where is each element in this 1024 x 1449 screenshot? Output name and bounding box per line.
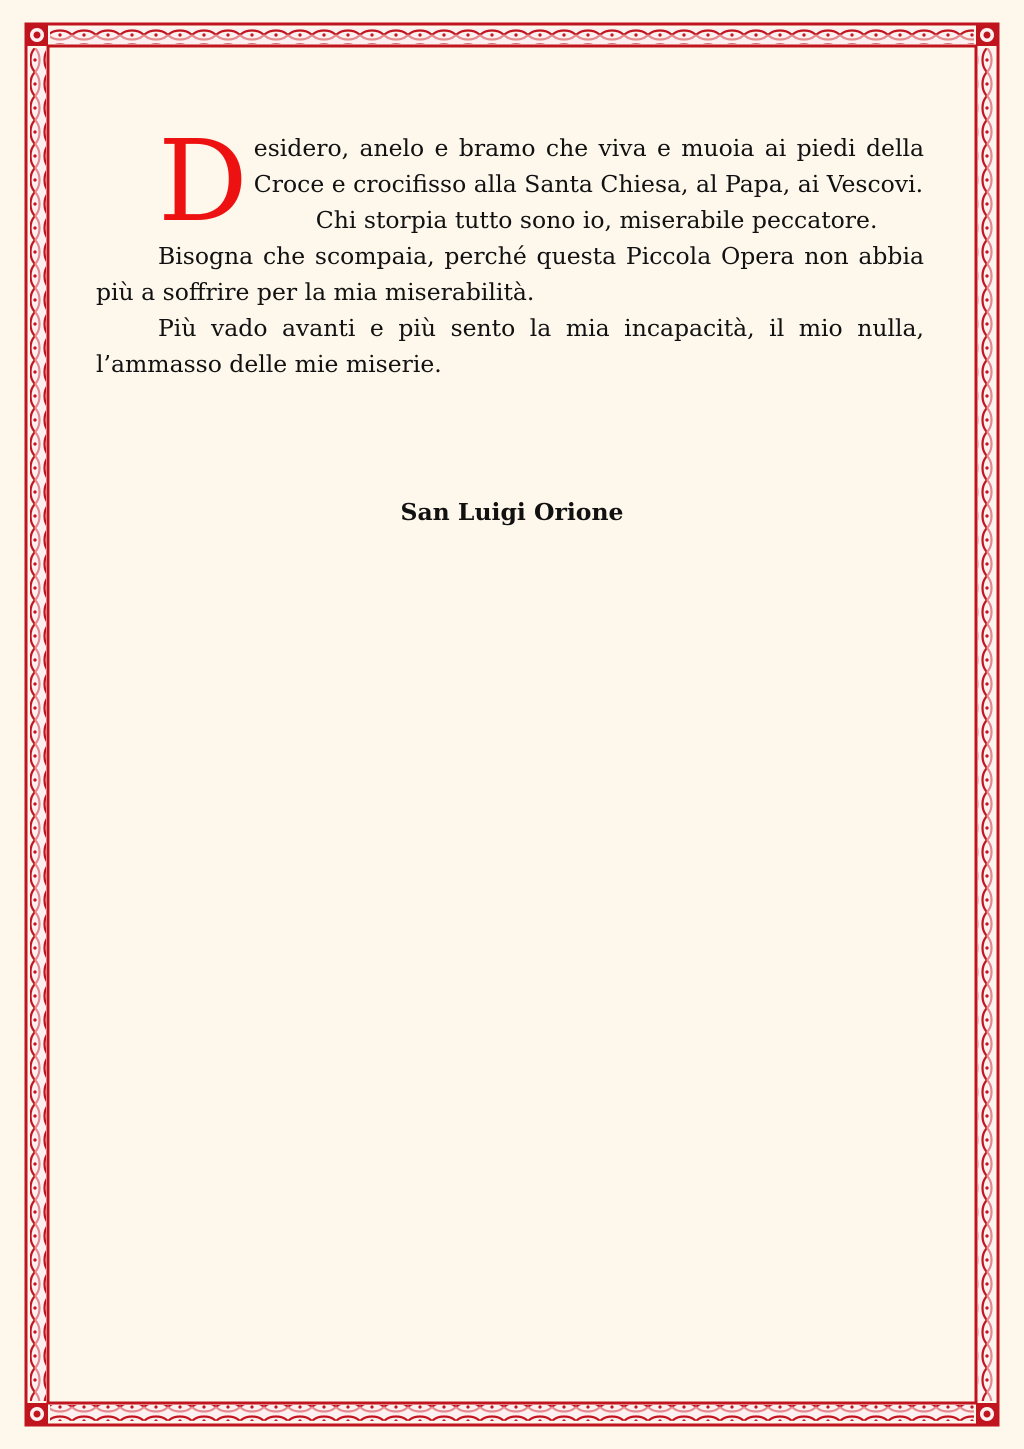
body-text <box>96 117 924 382</box>
corner-rosette-icon <box>976 24 998 46</box>
signature: San Luigi Orione <box>400 498 624 526</box>
drop-cap: D <box>158 117 248 247</box>
corner-rosette-icon <box>976 1403 998 1425</box>
corner-rosette-icon <box>26 24 48 46</box>
paragraph-2: Chi storpia tutto sono io, miserabile peccatore. <box>315 206 878 234</box>
paragraph-1-text: esidero, anelo e bramo che viva e muoia ai piedi della Croce e crocifisso alla Santa Chiesa, al Papa, ai Vescovi. <box>253 134 924 198</box>
paragraph-4: Più vado avanti e più sento la mia incapacità, il mio nulla, l’ammasso delle mie miserie. <box>96 314 924 378</box>
corner-rosette-icon <box>26 1403 48 1425</box>
paragraph-3: Bisogna che scompaia, perché questa Piccola Opera non abbia più a soffrire per la mia miserabilità. <box>96 242 924 306</box>
